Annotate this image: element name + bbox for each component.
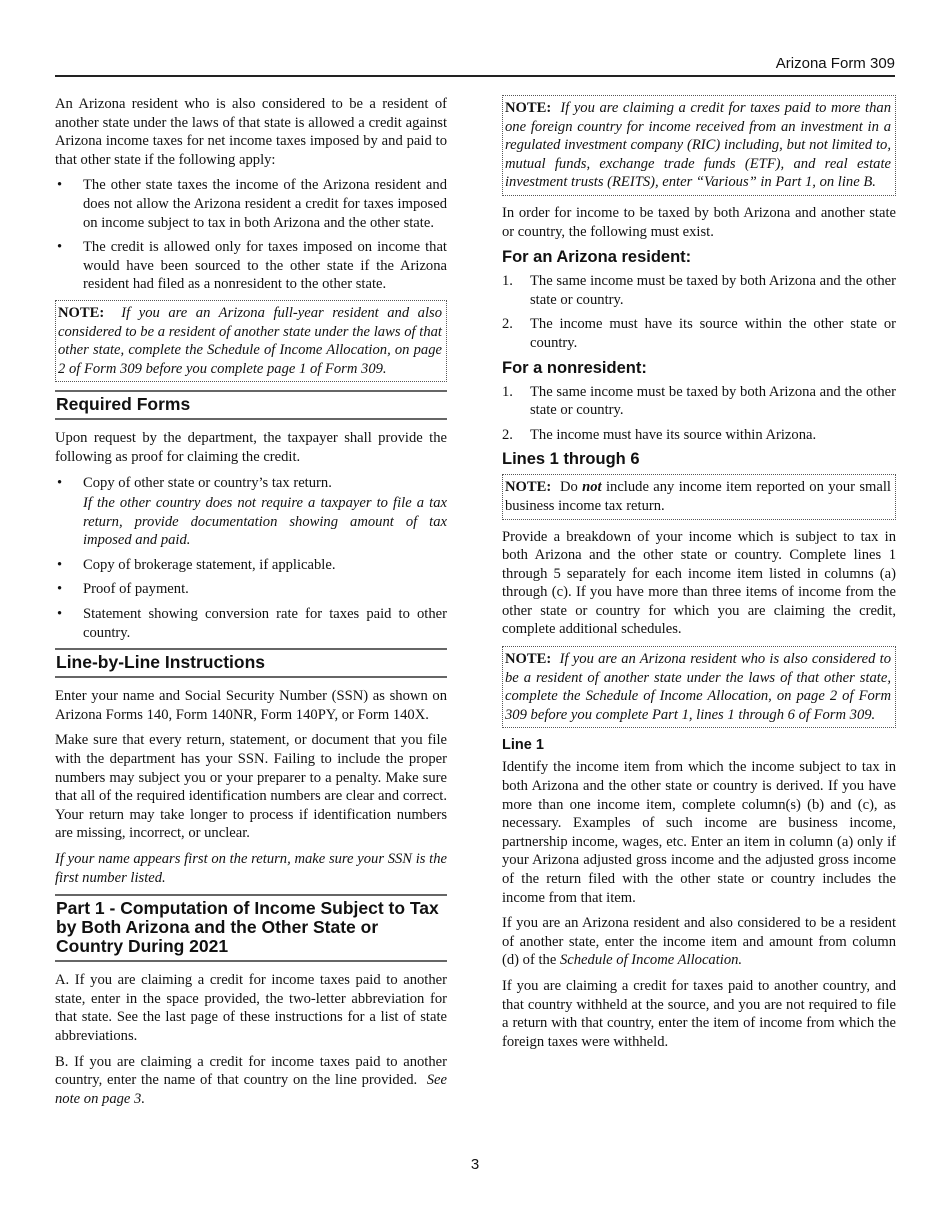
note-label: NOTE: xyxy=(505,479,552,496)
line-by-line-paragraph-2: Make sure that every return, statement, or document that you file with the department has your SSN. Failing to include the proper numbers may subject you or your preparer to a penalty. Make sure that all of the required identification numbers are clear and correct. Your return may take longer to process if identification numbers are missing, incorrect, or unclear. xyxy=(55,732,447,842)
list-item-text: The same income must be taxed by both Arizona and the other state or country. xyxy=(530,273,896,308)
az-resident-heading: For an Arizona resident: xyxy=(502,248,692,267)
line-by-line-paragraph-3: If your name appears first on the return, make sure your SSN is the first number listed. xyxy=(55,851,447,886)
list-item-text: The income must have its source within Arizona. xyxy=(530,426,817,443)
line-1-paragraph-1: Identify the income item from which the income subject to tax in both Arizona and the other state or country is derived. If you have more than one income item, complete column(s) (b) and (c), as necessary. Examples of such income are business income, partnership income, wages, etc. Enter an item in column (a) only if your Arizona adjusted gross income and the adjusted gross income of the return filed with the other state or country includes the income from that item. xyxy=(502,759,896,906)
list-item xyxy=(502,383,896,420)
list-item: • Copy of brokerage statement, if applicable. xyxy=(55,556,447,575)
list-item xyxy=(502,315,896,352)
nonresident-list xyxy=(502,383,896,445)
note-box-schedule-allocation xyxy=(502,646,896,728)
required-forms-heading: Required Forms xyxy=(55,390,447,420)
line-by-line-paragraph-1: Enter your name and Social Security Number (SSN) as shown on Arizona Forms 140, Form 140NR, Form 140PY, or Form 140X. xyxy=(55,688,447,723)
list-number: 1. xyxy=(502,383,513,400)
part1-heading: Part 1 - Computation of Income Subject to Tax by Both Arizona and the Other State or Country During 2021 xyxy=(55,894,447,962)
part1-paragraph-b-note: See note on page 3. xyxy=(55,1072,447,1107)
list-item xyxy=(502,426,896,445)
list-item: • The credit is allowed only for taxes imposed on income that would have been sourced to the other state if the Arizona resident had filed as a nonresident to the other state. xyxy=(55,238,447,294)
part1-paragraph-b-text: B. If you are claiming a credit for income taxes paid to another country, enter the name of that country on the line provided. xyxy=(55,1053,447,1089)
list-item: • Proof of payment. xyxy=(55,580,447,599)
list-item: • Statement showing conversion rate for taxes paid to other country. xyxy=(55,605,447,642)
list-number: 1. xyxy=(502,273,513,290)
list-item: • Copy of other state or country’s tax return. xyxy=(55,474,447,493)
conditions-list xyxy=(55,176,447,294)
order-paragraph: In order for income to be taxed by both Arizona and another state or country, the following must exist. xyxy=(502,204,896,240)
note-box-foreign-countries xyxy=(502,95,896,196)
note-text-pre: Do xyxy=(559,479,578,496)
list-item: • The other state taxes the income of the Arizona resident and does not allow the Arizona resident a credit for taxes imposed on income subject to tax in both Arizona and the other state. xyxy=(55,176,447,232)
list-number: 2. xyxy=(502,426,513,443)
list-item xyxy=(502,272,896,309)
part1-paragraph-a: A. If you are claiming a credit for income taxes paid to another state, enter in the space provided, the two-letter abbreviation for that state. See the last page of these instructions for a list of state abbreviations. xyxy=(55,972,447,1044)
page-number: 3 xyxy=(470,1156,480,1173)
right-column xyxy=(502,95,896,1058)
line-1-paragraph-2-emphasis: Schedule of Income Allocation. xyxy=(559,952,743,969)
az-resident-list xyxy=(502,272,896,352)
lines-1-through-6-heading: Lines 1 through 6 xyxy=(502,450,640,469)
line-1-paragraph-2-text: If you are an Arizona resident and also considered to be a resident of another state, enter the income item and amount from column (d) of the xyxy=(502,915,896,969)
lines-breakdown-paragraph: Provide a breakdown of your income which is subject to tax in both Arizona and the other state or country. Complete lines 1 through 5 separately for each income item listed in columns (a) through (c). If you have more than three items of income from the other state or country for which you are claiming the credit, complete additional schedules. xyxy=(502,528,896,638)
note-box-small-business xyxy=(502,474,896,519)
note-label: NOTE: xyxy=(58,304,105,321)
line-by-line-heading: Line-by-Line Instructions xyxy=(55,648,447,678)
intro-paragraph: An Arizona resident who is also considered to be a resident of another state under the laws of that state is allowed a credit against Arizona income taxes for net income taxes imposed by and paid to that other state if the following apply: xyxy=(55,96,447,168)
note-text: If you are an Arizona resident who is also considered to be a resident of another state under the laws of that other state, complete the Schedule of Income Allocation, on page 2 of Form 309 before you complete Part 1, lines 1 through 6 of Form 309. xyxy=(505,651,891,723)
note-box-full-year-resident xyxy=(55,300,447,382)
note-text-emphasis: not xyxy=(582,479,602,496)
required-forms-list xyxy=(55,474,447,643)
note-label: NOTE: xyxy=(505,651,552,668)
note-text: If you are an Arizona full-year resident and also considered to be a resident of another state under the laws of that other state, complete the Schedule of Income Allocation, on page 2 of Form 309 before you complete page 1 of Form 309. xyxy=(58,304,442,377)
part1-paragraph-b xyxy=(55,1053,447,1109)
note-text: If you are claiming a credit for taxes paid to more than one foreign country for income received from an investment in a regulated investment company (RIC) including, but not limited to, mutual funds, exchange trade funds (ETF), and real estate investment trusts (REITS), enter “Various” in Part 1, on line B. xyxy=(505,100,891,191)
list-number: 2. xyxy=(502,316,513,333)
line-1-heading: Line 1 xyxy=(502,737,544,754)
required-forms-intro: Upon request by the department, the taxpayer shall provide the following as proof for claiming the credit. xyxy=(55,430,447,465)
note-text-post: include any income item reported on your small business income tax return. xyxy=(505,479,891,514)
line-1-paragraph-2 xyxy=(502,914,896,970)
list-item-text: The income must have its source within the other state or country. xyxy=(530,316,896,351)
nonresident-heading: For a nonresident: xyxy=(502,358,647,377)
header-divider xyxy=(55,75,895,77)
left-column xyxy=(55,95,447,1115)
note-label: NOTE: xyxy=(505,100,552,116)
form-title: Arizona Form 309 xyxy=(775,55,895,72)
list-item-text: The same income must be taxed by both Arizona and the other state or country. xyxy=(530,383,896,419)
line-1-paragraph-3: If you are claiming a credit for taxes paid to another country, and that country withheld at the source, and you are not required to file a return with that country, enter the item of income from which the foreign taxes were withheld. xyxy=(502,977,896,1050)
list-item-note: If the other country does not require a taxpayer to file a tax return, provide documentation showing amount of tax imposed and paid. xyxy=(83,495,447,549)
